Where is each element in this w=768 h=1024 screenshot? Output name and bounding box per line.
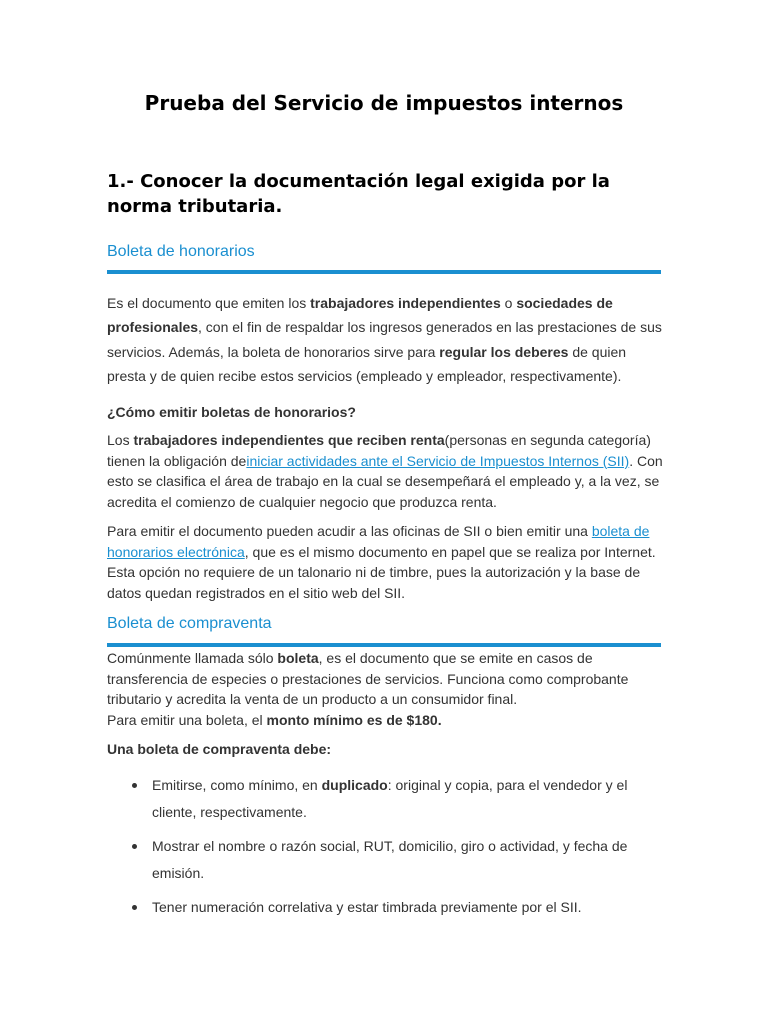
text-run: Para emitir una boleta, el xyxy=(107,712,267,729)
bold-text-run: regular los deberes xyxy=(439,343,569,360)
subheading-compraventa-debe: Una boleta de compraventa debe: xyxy=(107,741,332,757)
text-run: Comúnmente llamada sólo xyxy=(107,650,278,666)
text-run: (personas en segunda categoría) tienen la obligación de xyxy=(107,432,651,469)
text-run: Es el documento que emiten los xyxy=(107,295,311,311)
text-run: o xyxy=(500,295,517,311)
link-iniciar-actividades[interactable]: iniciar actividades ante el Servicio de Impuestos Internos (SII) xyxy=(246,452,630,469)
bold-text-run: trabajadores independientes xyxy=(310,295,501,311)
text-run: Los xyxy=(107,432,134,448)
text-run: Tener numeración correlativa y estar timbrada previamente por el SII. xyxy=(152,899,582,915)
text-run: , que es el mismo documento en papel que se realiza por Internet. Esta opción no requiere de un talonario ni de timbre, pues la autorización y la base de datos quedan registrados en el sitio web del SII. xyxy=(107,543,656,602)
section-heading-compraventa: Boleta de compraventa xyxy=(107,615,272,632)
document-title: Prueba del Servicio de impuestos internos xyxy=(144,91,624,115)
bullet-icon xyxy=(132,783,137,788)
paragraph-compraventa-definition xyxy=(107,648,663,731)
bold-text-run: boleta xyxy=(277,650,319,666)
text-run: , con el fin de respaldar los ingresos generados en las prestaciones de sus servicios. Además, la boleta de honorarios sirve para xyxy=(107,319,662,360)
text-run: . Con esto se clasifica el área de trabajo en la cual se desempeñará el empleado y, a la vez, se acredita el comienzo de cualquier negocio que produzca renta. xyxy=(107,452,663,511)
section-divider-compraventa xyxy=(107,643,661,647)
bold-text-run: trabajadores independientes que reciben renta xyxy=(133,432,445,448)
bold-text-run: duplicado xyxy=(321,777,388,793)
text-run: Emitirse, como mínimo, en xyxy=(152,777,322,793)
text-run: Para emitir el documento pueden acudir a las oficinas de SII o bien emitir una xyxy=(107,523,592,539)
bold-text-run: sociedades de profesionales xyxy=(107,295,613,336)
subheading-como-emitir: ¿Cómo emitir boletas de honorarios? xyxy=(107,404,356,420)
list-item xyxy=(152,772,632,825)
text-run: Mostrar el nombre o razón social, RUT, domicilio, giro o actividad, y fecha de emisión. xyxy=(152,838,628,881)
paragraph-honorarios-emision xyxy=(107,521,663,604)
text-run: : original y copia, para el vendedor y el cliente, respectivamente. xyxy=(152,777,628,820)
paragraph-honorarios-definition xyxy=(107,291,663,388)
paragraph-honorarios-obligation xyxy=(107,430,663,513)
bullet-icon xyxy=(132,905,137,910)
bold-text-run: monto mínimo es de $180. xyxy=(266,712,442,729)
text-run: de quien presta y de quien recibe estos servicios (empleado y empleador, respectivamente). xyxy=(107,343,627,384)
main-heading: 1.- Conocer la documentación legal exigida por la norma tributaria. xyxy=(107,171,610,217)
list-item xyxy=(152,833,632,886)
text-run: , es el documento que se emite en casos de transferencia de especies o prestaciones de servicios. Funciona como comprobante tributario y acredita la venta de un producto a un consumidor final. xyxy=(107,650,629,708)
list-item xyxy=(152,894,632,921)
section-heading-honorarios: Boleta de honorarios xyxy=(107,243,255,260)
section-divider-honorarios xyxy=(107,270,661,274)
link-boleta-electronica[interactable]: boleta de honorarios electrónica xyxy=(107,523,650,560)
bullet-icon xyxy=(132,844,137,849)
